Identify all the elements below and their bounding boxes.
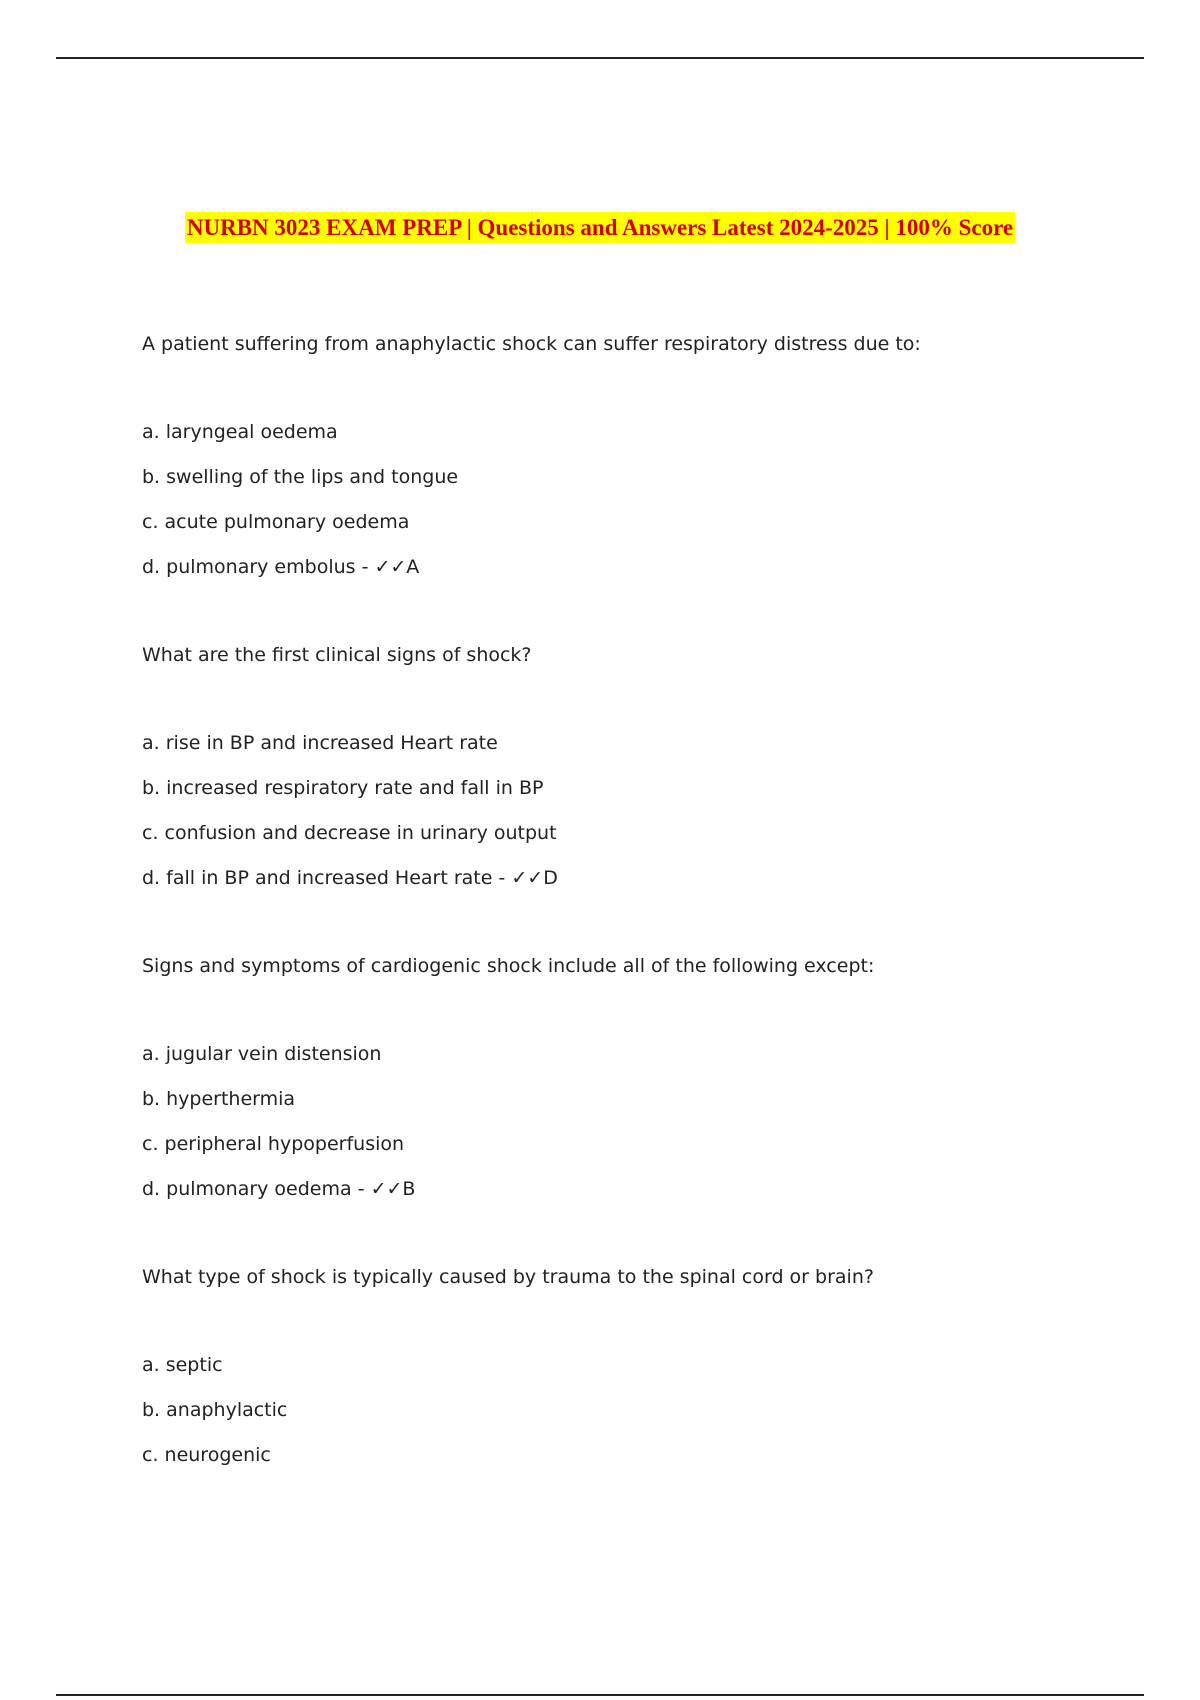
question-text: A patient suffering from anaphylactic shock can suffer respiratory distress due to:	[142, 333, 921, 355]
bottom-rule	[56, 1694, 1144, 1696]
option-item: c. peripheral hypoperfusion	[142, 1133, 405, 1155]
option-item: c. confusion and decrease in urinary output	[142, 822, 557, 844]
option-item: b. swelling of the lips and tongue	[142, 466, 459, 488]
question-text: What are the first clinical signs of shock?	[142, 644, 532, 666]
option-item: b. anaphylactic	[142, 1399, 288, 1421]
option-item: a. laryngeal oedema	[142, 421, 338, 443]
option-list	[142, 417, 1102, 582]
option-item: c. neurogenic	[142, 1444, 271, 1466]
option-list	[142, 1039, 1102, 1204]
top-rule	[56, 57, 1144, 59]
option-item: b. increased respiratory rate and fall in BP	[142, 777, 544, 799]
question-block-2	[142, 640, 1102, 893]
option-item: b. hyperthermia	[142, 1088, 296, 1110]
option-item: a. rise in BP and increased Heart rate	[142, 732, 498, 754]
option-item-answer: d. pulmonary oedema - ✓✓B	[142, 1178, 416, 1200]
title-container	[0, 212, 1200, 243]
question-text: Signs and symptoms of cardiogenic shock include all of the following except:	[142, 955, 875, 977]
option-list	[142, 728, 1102, 893]
option-list	[142, 1350, 1102, 1470]
question-block-1	[142, 329, 1102, 582]
questions-section	[142, 329, 1102, 1470]
option-item: a. jugular vein distension	[142, 1043, 382, 1065]
spacer	[142, 893, 1102, 951]
option-item-answer: d. pulmonary embolus - ✓✓A	[142, 556, 420, 578]
option-item: c. acute pulmonary oedema	[142, 511, 410, 533]
spacer	[142, 1204, 1102, 1262]
spacer	[142, 582, 1102, 640]
option-item-answer: d. fall in BP and increased Heart rate - ✓✓D	[142, 867, 558, 889]
question-block-4	[142, 1262, 1102, 1470]
question-text: What type of shock is typically caused by trauma to the spinal cord or brain?	[142, 1266, 874, 1288]
option-item: a. septic	[142, 1354, 223, 1376]
document-title: NURBN 3023 EXAM PREP | Questions and Answers Latest 2024-2025 | 100% Score	[185, 212, 1015, 243]
question-block-3	[142, 951, 1102, 1204]
